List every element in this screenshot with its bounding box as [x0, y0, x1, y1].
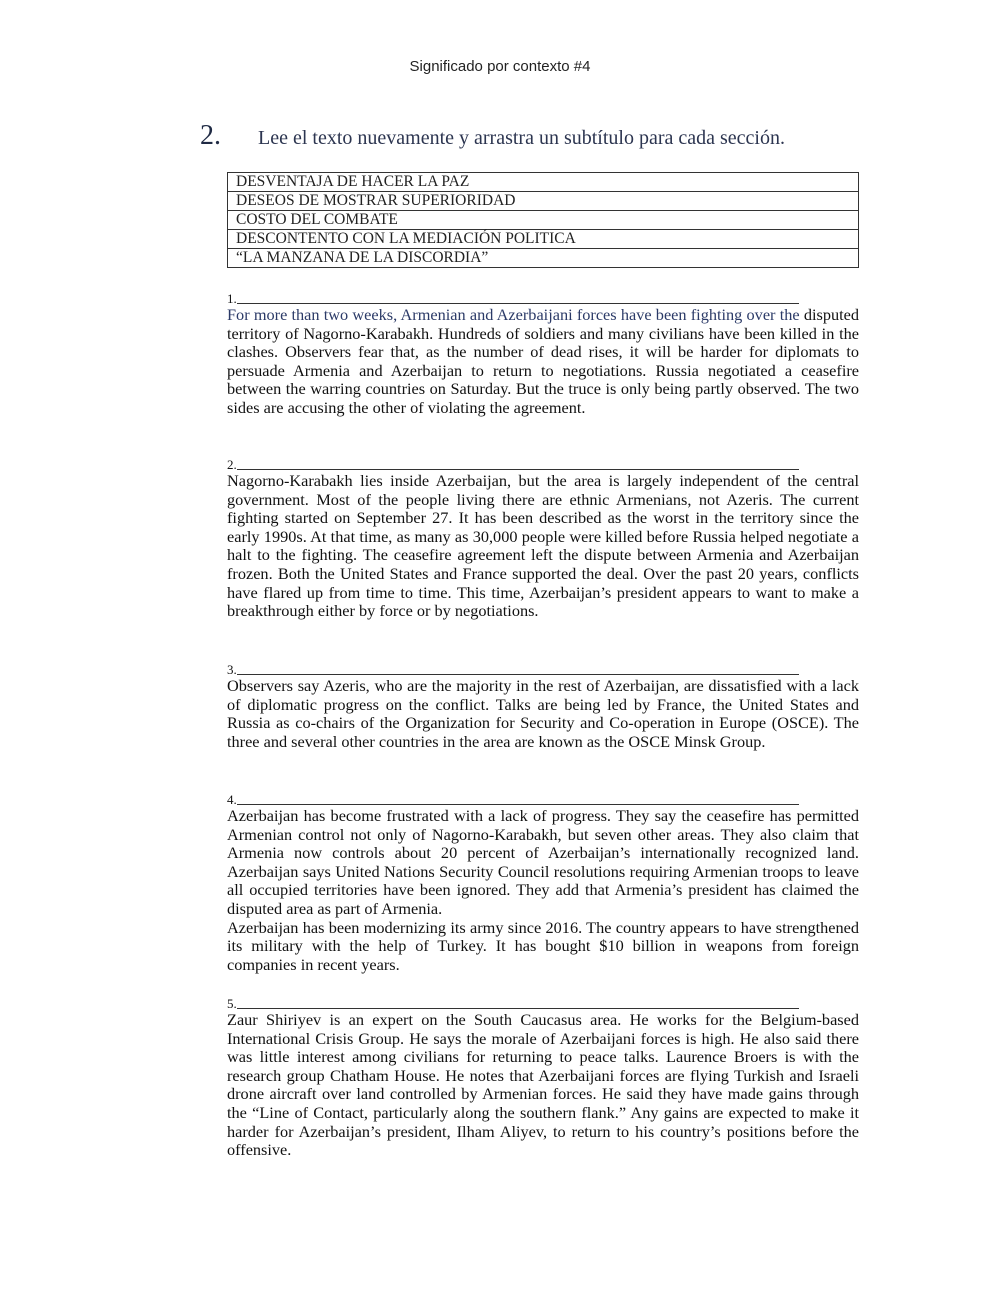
- option-draggable[interactable]: DESVENTAJA DE HACER LA PAZ: [228, 173, 859, 192]
- drop-zone-3[interactable]: [237, 662, 799, 675]
- drop-zone-5[interactable]: [237, 996, 799, 1009]
- option-draggable[interactable]: DESEOS DE MOSTRAR SUPERIORIDAD: [228, 192, 859, 211]
- option-draggable[interactable]: COSTO DEL COMBATE: [228, 211, 859, 230]
- section-body: disputed territory of Nagorno-Karabakh. Hundreds of soldiers and many civilians have been killed in the clashes. Observers fear that, as the number of dead rises, it will be harder for diplomats to persuade Armenia and Azerbaijan to return to negotiations. Russia negotiated a ceasefire between the warring countries on Saturday. But the truce is only being partly observed. The two sides are accusing the other of violating the agreement.: [227, 305, 859, 417]
- section-number: 1.: [227, 291, 237, 306]
- section-text: Zaur Shiriyev is an expert on the South Caucasus area. He works for the Belgium-based International Crisis Group. He says the morale of Azerbaijani forces is high. He also said there was little interest among civilians for returning to peace talks. Laurence Broers is with the research group Chatham House. He notes that Azerbaijani forces are flying Turkish and Israeli drone aircraft over land controlled by Armenian forces. He said they have made gains through the “Line of Contact, particularly along the southern flank.” Any gains are expected to make it harder for Azerbaijan’s president, Ilham Aliyev, to return to his country’s positions before the offensive.: [227, 1010, 859, 1160]
- section-3: [227, 661, 859, 751]
- section-text: Nagorno-Karabakh lies inside Azerbaijan, but the area is largely independent of the central government. Most of the people living there are ethnic Armenians, not Azeris. The current fighting started on September 27. It has been described as the worst in the territory since the early 1990s. At that time, as many as 30,000 people were killed before Russia helped negotiate a halt to the fighting. The ceasefire agreement left the dispute between Armenia and Azerbaijan frozen. Both the United States and France supported the deal. Over the past 20 years, conflicts have flared up from time to time. This time, Azerbaijan’s president appears to want to make a breakthrough either by force or by negotiations.: [227, 471, 859, 621]
- option-draggable[interactable]: DESCONTENTO CON LA MEDIACIÓN POLITICA: [228, 230, 859, 249]
- section-1: [227, 290, 859, 418]
- page-title: Significado por contexto #4: [409, 58, 591, 75]
- section-text: Observers say Azeris, who are the majority in the rest of Azerbaijan, are dissatisfied with a lack of diplomatic progress on the conflict. Talks are being led by France, the United States and Russia as co-chairs of the Organization for Security and Co-operation in Europe (OSCE). The three and several other countries in the area are known as the OSCE Minsk Group.: [227, 676, 859, 751]
- section-text-continued: Azerbaijan has been modernizing its army since 2016. The country appears to have strengthened its military with the help of Turkey. It has bought $10 billion in weapons from foreign companies in recent years.: [227, 917, 859, 974]
- section-2: [227, 456, 859, 621]
- section-4: [227, 791, 859, 974]
- section-5: [227, 995, 859, 1160]
- drop-zone-1[interactable]: [237, 291, 799, 304]
- section-number: 2.: [227, 457, 237, 472]
- drop-zone-2[interactable]: [237, 457, 799, 470]
- section-number: 5.: [227, 996, 237, 1011]
- section-text: [227, 306, 859, 418]
- section-number: 3.: [227, 662, 237, 677]
- section-first-line: For more than two weeks, Armenian and Azerbaijani forces have been fighting over the: [227, 305, 800, 324]
- subtitle-options: [227, 172, 859, 268]
- drop-zone-4[interactable]: [237, 792, 799, 805]
- question-instruction: Lee el texto nuevamente y arrastra un subtítulo para cada sección.: [258, 127, 785, 149]
- question-number: 2.: [200, 120, 221, 151]
- option-draggable[interactable]: “LA MANZANA DE LA DISCORDIA”: [228, 249, 859, 268]
- section-text: Azerbaijan has become frustrated with a lack of progress. They say the ceasefire has permitted Armenian control not only of Nagorno-Karabakh, but seven other areas. They also claim that Armenia now controls about 20 percent of Azerbaijan’s internationally recognized land. Azerbaijan says United Nations Security Council resolutions requiring Armenian troops to leave all occupied territories have been ignored. They add that Armenia’s president has claimed the disputed area as part of Armenia.: [227, 806, 859, 918]
- section-number: 4.: [227, 792, 237, 807]
